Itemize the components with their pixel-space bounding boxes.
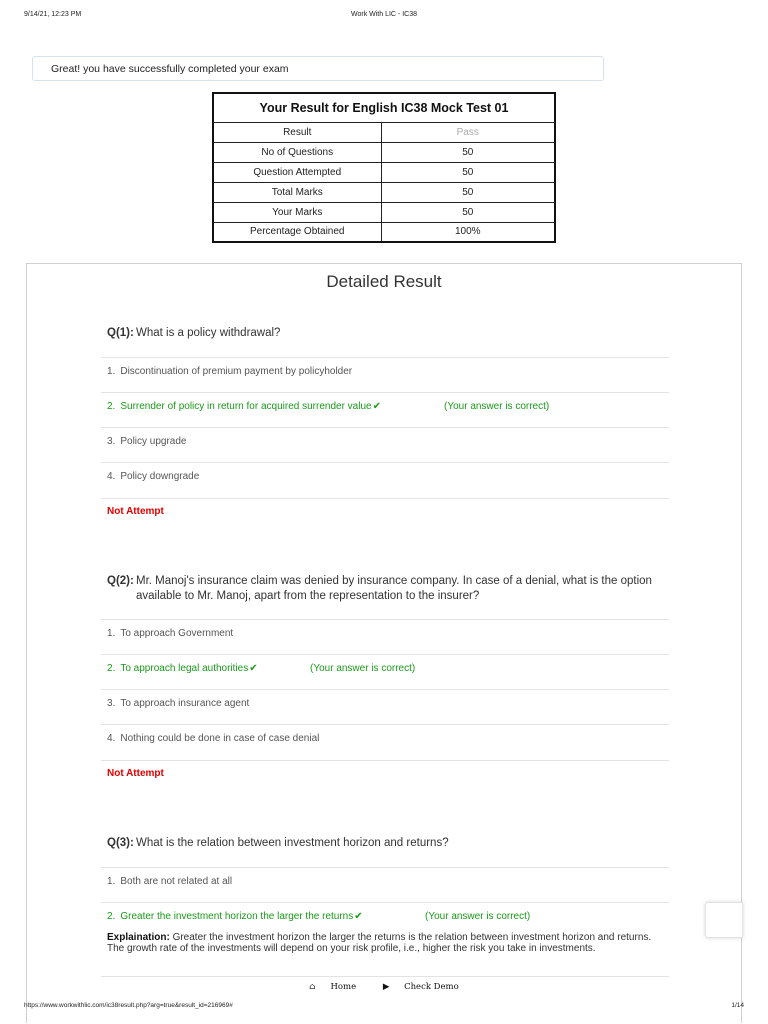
summary-title: Your Result for English IC38 Mock Test 01: [213, 93, 555, 122]
option-number: 1.: [107, 876, 116, 887]
correct-answer-note: (Your answer is correct): [444, 401, 550, 412]
question-text: Mr. Manoj's insurance claim was denied by insurance company. In case of a denial, what is the option available to Mr. Manoj, apart from the representation to the insurer?: [136, 575, 652, 602]
success-alert-message: Great! you have successfully completed your exam: [51, 63, 289, 75]
home-link-label: Home: [330, 982, 357, 992]
summary-value: 50: [381, 182, 555, 202]
correct-answer-note: (Your answer is correct): [310, 663, 416, 674]
table-row: [213, 122, 555, 142]
summary-label: Question Attempted: [213, 162, 381, 182]
option-text: Surrender of policy in return for acquired surrender value: [120, 401, 372, 412]
result-summary-table: [212, 92, 556, 243]
success-alert: [32, 56, 604, 81]
question-text: What is a policy withdrawal?: [136, 327, 281, 339]
summary-label: Percentage Obtained: [213, 222, 381, 242]
table-row: [213, 222, 555, 242]
explanation-text: Greater the investment horizon the larger the returns is the relation between investment horizon and returns. The growth rate of the investments will depend on your risk profile, i.e., higher the risk you take in investments.: [107, 932, 652, 954]
summary-label: Total Marks: [213, 182, 381, 202]
option-number: 2.: [107, 911, 116, 922]
option-item[interactable]: [101, 427, 669, 462]
option-number: 2.: [107, 401, 116, 412]
question-text: What is the relation between investment horizon and returns?: [136, 837, 449, 849]
option-number: 3.: [107, 698, 116, 709]
table-row: [213, 142, 555, 162]
print-header: [0, 11, 768, 23]
check-demo-link[interactable]: [377, 982, 465, 992]
option-item[interactable]: [101, 357, 669, 392]
checkmark-icon: ✔: [372, 401, 381, 412]
explanation-label: Explaination:: [107, 932, 170, 943]
floating-side-tab[interactable]: [705, 902, 743, 938]
option-number: 4.: [107, 733, 116, 744]
option-item[interactable]: [101, 619, 669, 654]
detailed-result-panel: [26, 263, 742, 1023]
option-item[interactable]: [101, 462, 669, 497]
print-datetime: 9/14/21, 12:23 PM: [24, 11, 82, 18]
option-number: 2.: [107, 663, 116, 674]
summary-label: No of Questions: [213, 142, 381, 162]
print-url: https://www.workwithlic.com/ic38result.php?arg=true&result_id=216969#: [24, 1002, 233, 1009]
option-text: Greater the investment horizon the larger the returns: [120, 911, 354, 922]
summary-value: 50: [381, 162, 555, 182]
divider: [101, 498, 669, 499]
summary-label: Your Marks: [213, 202, 381, 222]
question-3: [107, 836, 669, 851]
question-number: Q(3):: [107, 837, 134, 849]
option-text: Nothing could be done in case of case denial: [120, 733, 320, 744]
print-page-title: Work With LIC - IC38: [351, 11, 417, 18]
print-page-number: 1/14: [731, 1002, 744, 1009]
table-row: [213, 182, 555, 202]
option-number: 3.: [107, 436, 116, 447]
option-number: 1.: [107, 366, 116, 377]
option-item[interactable]: [101, 867, 669, 902]
play-icon: ▶: [382, 982, 390, 992]
option-text: To approach legal authorities: [120, 663, 249, 674]
explanation: [107, 932, 667, 954]
checkmark-icon: ✔: [354, 911, 363, 922]
option-item[interactable]: [101, 689, 669, 724]
option-text: Both are not related at all: [120, 876, 233, 887]
option-text: To approach insurance agent: [120, 698, 250, 709]
correct-answer-note: (Your answer is correct): [425, 911, 531, 922]
footer-nav: [0, 982, 768, 992]
check-demo-label: Check Demo: [404, 982, 459, 992]
summary-value: 50: [381, 202, 555, 222]
summary-label: Result: [213, 122, 381, 142]
summary-value-result: Pass: [381, 122, 555, 142]
option-number: 1.: [107, 628, 116, 639]
option-text: To approach Government: [120, 628, 234, 639]
summary-value: 50: [381, 142, 555, 162]
status-badge: Not Attempt: [107, 768, 164, 779]
option-number: 4.: [107, 471, 116, 482]
option-text: Discontinuation of premium payment by policyholder: [120, 366, 353, 377]
checkmark-icon: ✔: [249, 663, 258, 674]
table-row: [213, 162, 555, 182]
question-number: Q(1):: [107, 327, 134, 339]
divider: [101, 976, 669, 977]
option-item[interactable]: [101, 724, 669, 759]
home-icon: ⌂: [309, 982, 316, 992]
question-number: Q(2):: [107, 575, 134, 587]
question-1: [107, 326, 669, 341]
print-footer: [0, 1002, 768, 1014]
option-text: Policy upgrade: [120, 436, 187, 447]
option-item-correct[interactable]: [101, 392, 669, 427]
table-row: [213, 202, 555, 222]
option-item-correct[interactable]: [101, 654, 669, 689]
divider: [101, 760, 669, 761]
detailed-result-title: Detailed Result: [326, 272, 442, 291]
home-link[interactable]: [303, 982, 362, 992]
summary-value: 100%: [381, 222, 555, 242]
question-2: [107, 574, 669, 604]
status-badge: Not Attempt: [107, 506, 164, 517]
option-text: Policy downgrade: [120, 471, 200, 482]
